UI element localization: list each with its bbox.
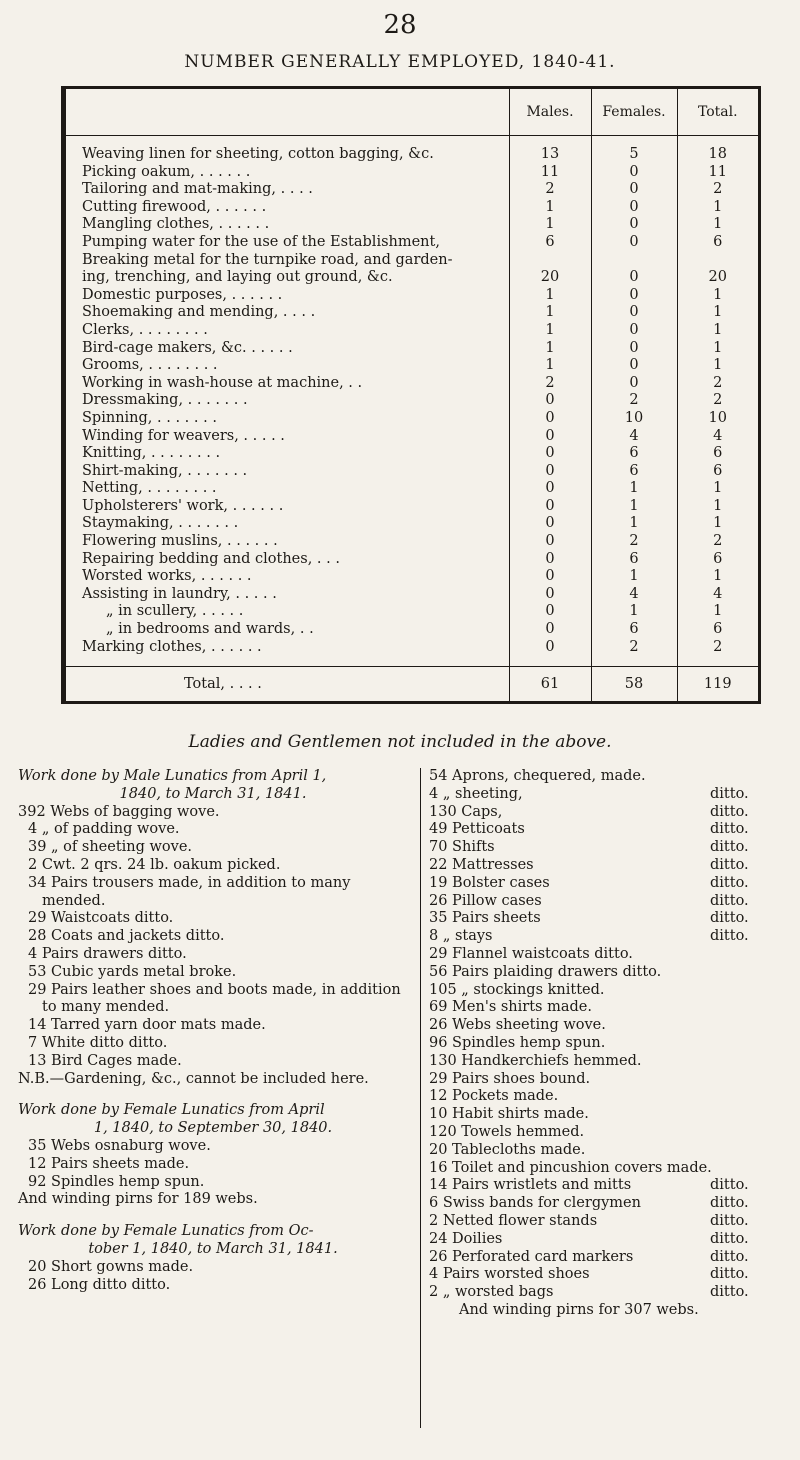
item-ditto: ditto. [710,1230,749,1247]
row-total: 6 [677,463,758,481]
item-ditto: ditto. [710,1284,749,1301]
table-row [66,340,758,358]
list-item: 392 Webs of bagging wove. [18,803,220,820]
page-number: 28 [383,10,417,40]
row-males: 0 [509,428,591,446]
row-total: 4 [677,586,758,604]
row-males: 0 [509,568,591,586]
item-ditto: ditto. [710,803,749,820]
list-item: 29 Pairs leather shoes and boots made, in addition to many mended. [28,981,401,1016]
item-text: 12 Pockets made. [429,1088,559,1105]
list-item [429,1088,792,1106]
work-section [18,1223,408,1294]
row-males: 1 [509,287,591,305]
table-row [66,164,758,182]
row-label: Bird-cage makers, &c. . . . . . [82,339,293,356]
spacer-row [66,656,758,667]
row-label: Mangling clothes, . . . . . . [82,216,270,233]
item-ditto: ditto. [710,910,749,927]
row-label: Picking oakum, . . . . . . [82,163,251,180]
spacer-row [66,136,758,147]
section-title-line: 1840, to March 31, 1841. [119,785,307,802]
row-females: 1 [591,480,677,498]
row-males: 0 [509,586,591,604]
list-item [429,1124,792,1142]
row-label: Assisting in laundry, . . . . . [82,585,277,602]
row-males: 0 [509,392,591,410]
list-item [429,964,792,982]
list-item [429,1266,792,1284]
table-row [66,375,758,393]
table-row [66,603,758,621]
table-row [66,498,758,516]
row-males: 0 [509,463,591,481]
row-males: 0 [509,410,591,428]
item-ditto: ditto. [710,1248,749,1265]
list-item: 35 Webs osnaburg wove. [28,1137,211,1154]
list-item [429,875,792,893]
list-item [429,1053,792,1071]
table-row [66,568,758,586]
row-total: 1 [677,216,758,234]
item-text: 10 Habit shirts made. [429,1106,589,1123]
item-text: 29 Flannel waistcoats ditto. [429,945,633,962]
row-males: 1 [509,199,591,217]
row-males: 0 [509,603,591,621]
row-males: 1 [509,357,591,375]
list-item: 20 Short gowns made. [28,1258,194,1275]
list-item: 34 Pairs trousers made, in addition to many mended. [28,874,351,909]
row-males: 6 [509,234,591,252]
row-males: 1 [509,216,591,234]
row-females: 2 [591,392,677,410]
total-label: Total, . . . . [66,667,509,704]
row-total: 2 [677,181,758,199]
table-row [66,515,758,533]
row-males: 1 [509,340,591,358]
item-ditto: ditto. [710,1212,749,1229]
list-item [429,857,792,875]
row-total: 6 [677,234,758,252]
item-text: 49 Petticoats [429,821,525,838]
row-label: „ in scullery, . . . . . [106,603,244,620]
row-label: Pumping water for the use of the Establishment, [82,233,440,250]
row-label: Knitting, . . . . . . . . [82,445,221,462]
item-text: 26 Pillow cases [429,892,542,909]
item-ditto: ditto. [710,928,749,945]
list-item: 13 Bird Cages made. [28,1052,182,1069]
row-total: 1 [677,480,758,498]
list-item [429,1071,792,1089]
table-row [66,480,758,498]
row-total: 20 [677,269,758,287]
list-item [429,786,792,804]
list-item [429,1284,792,1302]
table-row [66,445,758,463]
list-item: 14 Tarred yarn door mats made. [28,1017,266,1034]
list-item: 53 Cubic yards metal broke. [28,963,237,980]
list-item [429,1035,792,1053]
row-females: 0 [591,199,677,217]
row-total: 1 [677,304,758,322]
row-label: Breaking metal for the turnpike road, and garden- [82,251,453,268]
employment-table [61,86,761,704]
item-ditto: ditto. [710,874,749,891]
list-item: And winding pirns for 189 webs. [18,1191,258,1208]
row-females: 2 [591,639,677,657]
row-label: Cutting firewood, . . . . . . [82,198,267,215]
row-males: 0 [509,515,591,533]
total-all: 119 [677,667,758,704]
list-item [429,1302,792,1320]
row-males: 0 [509,621,591,639]
row-males [509,252,591,270]
item-text: 105 „ stockings knitted. [429,981,605,998]
table-row [66,410,758,428]
item-text: And winding pirns for 307 webs. [459,1301,699,1318]
row-females: 6 [591,621,677,639]
list-item [429,928,792,946]
table-row [66,252,758,270]
row-females: 1 [591,603,677,621]
table-row [66,586,758,604]
table-body [66,136,758,667]
row-females: 6 [591,445,677,463]
item-text: 54 Aprons, chequered, made. [429,768,646,784]
list-item [429,839,792,857]
list-item: 39 „ of sheeting wove. [28,839,193,856]
item-text: 16 Toilet and pincushion covers made. [429,1159,712,1176]
list-item [429,910,792,928]
row-total: 1 [677,322,758,340]
list-item: 26 Long ditto ditto. [28,1276,171,1293]
row-females: 0 [591,304,677,322]
table-row [66,533,758,551]
item-text: 56 Pairs plaiding drawers ditto. [429,963,662,980]
row-label: Grooms, . . . . . . . . [82,357,218,374]
total-males: 61 [509,667,591,704]
table-header-row [66,89,758,136]
item-text: 96 Spindles hemp spun. [429,1034,606,1051]
item-text: 8 „ stays [429,928,493,945]
row-total: 6 [677,621,758,639]
list-item [429,982,792,1000]
total-row [66,667,758,704]
item-text: 24 Doilies [429,1230,503,1247]
section-title-line: Work done by Male Lunatics from April 1, [18,768,327,784]
item-text: 35 Pairs sheets [429,910,541,927]
list-item [429,1231,792,1249]
row-label: Domestic purposes, . . . . . . [82,286,283,303]
list-item [429,821,792,839]
item-text: 70 Shifts [429,839,495,856]
item-ditto: ditto. [710,821,749,838]
row-females: 0 [591,357,677,375]
row-total: 2 [677,392,758,410]
section-title [18,1102,408,1138]
item-ditto: ditto. [710,892,749,909]
table-row [66,234,758,252]
left-column [18,768,408,1308]
total-females: 58 [591,667,677,704]
table-row [66,551,758,569]
row-males: 2 [509,375,591,393]
item-ditto: ditto. [710,1195,749,1212]
row-females: 2 [591,533,677,551]
list-item [429,804,792,822]
row-total: 2 [677,533,758,551]
item-text: 22 Mattresses [429,856,534,873]
item-ditto: ditto. [710,856,749,873]
table-row [66,621,758,639]
item-text: 69 Men's shirts made. [429,999,592,1016]
item-text: 14 Pairs wristlets and mitts [429,1177,632,1194]
row-females: 0 [591,287,677,305]
row-females: 4 [591,586,677,604]
item-text: 20 Tablecloths made. [429,1141,586,1158]
row-females: 1 [591,568,677,586]
row-label: Winding for weavers, . . . . . [82,427,285,444]
row-label: Shoemaking and mending, . . . . [82,304,316,321]
row-females: 4 [591,428,677,446]
row-females: 0 [591,269,677,287]
row-label: Netting, . . . . . . . . [82,480,217,497]
list-item [429,1106,792,1124]
row-males: 0 [509,498,591,516]
list-item: 2 Cwt. 2 qrs. 24 lb. oakum picked. [28,856,281,873]
row-total: 1 [677,340,758,358]
row-total: 2 [677,639,758,657]
list-item [429,1017,792,1035]
table-row [66,304,758,322]
item-text: 19 Bolster cases [429,874,550,891]
list-item [429,1177,792,1195]
row-label: Worsted works, . . . . . . [82,568,252,585]
list-item [429,768,792,786]
row-total: 1 [677,199,758,217]
list-item [429,999,792,1017]
list-item: 12 Pairs sheets made. [28,1155,190,1172]
row-label: Shirt-making, . . . . . . . [82,462,248,479]
row-males: 1 [509,322,591,340]
table-row [66,463,758,481]
row-label: ing, trenching, and laying out ground, &c. [82,269,393,286]
row-total [677,252,758,270]
item-text: 6 Swiss bands for clergymen [429,1195,641,1212]
item-text: 4 Pairs worsted shoes [429,1266,590,1283]
row-males: 1 [509,304,591,322]
section-title [18,768,408,804]
row-total: 4 [677,428,758,446]
row-label: Clerks, . . . . . . . . [82,321,208,338]
section-title-line: tober 1, 1840, to March 31, 1841. [88,1240,338,1257]
header-males: Males. [509,89,591,136]
section-title-line: Work done by Female Lunatics from Oc- [18,1223,314,1240]
row-females: 6 [591,463,677,481]
item-text: 2 Netted flower stands [429,1212,598,1229]
row-total: 6 [677,445,758,463]
row-label: Weaving linen for sheeting, cotton bagging, &c. [82,146,434,162]
list-item [429,1213,792,1231]
work-section [18,768,408,1088]
row-males: 0 [509,639,591,657]
section-title-line: Work done by Female Lunatics from April [18,1102,325,1119]
list-item: 28 Coats and jackets ditto. [28,928,225,945]
row-males: 20 [509,269,591,287]
row-label: Tailoring and mat-making, . . . . [82,181,313,198]
employment-table-grid [66,89,758,703]
row-males: 0 [509,480,591,498]
list-item: 29 Waistcoats ditto. [28,910,174,927]
row-total: 1 [677,568,758,586]
list-item [429,1160,792,1178]
item-text: 26 Perforated card markers [429,1248,634,1265]
row-females: 0 [591,340,677,358]
row-males: 2 [509,181,591,199]
table-row [66,287,758,305]
row-females: 0 [591,322,677,340]
row-females: 5 [591,146,677,164]
table-row [66,428,758,446]
row-total: 2 [677,375,758,393]
table-row [66,199,758,217]
row-label: Flowering muslins, . . . . . . [82,533,278,550]
item-text: 120 Towels hemmed. [429,1123,585,1140]
item-text: 4 „ sheeting, [429,785,523,802]
right-column [420,768,792,1428]
item-ditto: ditto. [710,1177,749,1194]
row-males: 13 [509,146,591,164]
item-ditto: ditto. [710,1266,749,1283]
list-item [429,1142,792,1160]
row-females: 1 [591,515,677,533]
row-females: 0 [591,234,677,252]
row-total: 1 [677,515,758,533]
table-row [66,216,758,234]
table-row [66,322,758,340]
list-item [429,946,792,964]
list-item: 92 Spindles hemp spun. [28,1173,205,1190]
row-total: 10 [677,410,758,428]
row-males: 0 [509,445,591,463]
row-females: 10 [591,410,677,428]
header-females: Females. [591,89,677,136]
list-item: 4 Pairs drawers ditto. [28,945,187,962]
item-text: 2 „ worsted bags [429,1284,554,1301]
row-label: Working in wash-house at machine, . . [82,374,363,391]
table-row [66,146,758,164]
row-total: 1 [677,603,758,621]
row-females [591,252,677,270]
row-label: „ in bedrooms and wards, . . [106,621,314,638]
item-ditto: ditto. [710,785,749,802]
item-text: 26 Webs sheeting wove. [429,1017,606,1034]
row-females: 0 [591,216,677,234]
list-item [429,1195,792,1213]
row-label: Spinning, . . . . . . . [82,409,217,426]
row-label: Dressmaking, . . . . . . . [82,392,248,409]
row-label: Repairing bedding and clothes, . . . [82,550,340,567]
row-total: 1 [677,287,758,305]
list-item [429,893,792,911]
row-females: 0 [591,375,677,393]
item-text: 29 Pairs shoes bound. [429,1070,591,1087]
section-title [18,1223,408,1259]
row-total: 18 [677,146,758,164]
table-row [66,639,758,657]
row-total: 11 [677,164,758,182]
table-row [66,269,758,287]
item-text: 130 Handkerchiefs hemmed. [429,1052,642,1069]
row-females: 0 [591,164,677,182]
list-item [429,1249,792,1267]
row-females: 1 [591,498,677,516]
table-row [66,392,758,410]
row-females: 6 [591,551,677,569]
row-label: Staymaking, . . . . . . . [82,515,239,532]
row-males: 0 [509,551,591,569]
list-item: 4 „ of padding wove. [28,821,180,838]
row-females: 0 [591,181,677,199]
table-row [66,181,758,199]
table-row [66,357,758,375]
item-ditto: ditto. [710,839,749,856]
row-label: Upholsterers' work, . . . . . . [82,497,284,514]
page-heading: NUMBER GENERALLY EMPLOYED, 1840-41. [184,52,616,72]
work-section [18,1102,408,1209]
item-text: 130 Caps, [429,803,503,820]
list-item: 7 White ditto ditto. [28,1034,168,1051]
header-total: Total. [677,89,758,136]
row-total: 6 [677,551,758,569]
list-item: N.B.—Gardening, &c., cannot be included here. [18,1070,369,1087]
header-blank [66,89,509,136]
row-label: Marking clothes, . . . . . . [82,638,262,655]
row-males: 0 [509,533,591,551]
section-title-line: 1, 1840, to September 30, 1840. [93,1120,333,1137]
row-males: 11 [509,164,591,182]
row-total: 1 [677,498,758,516]
table-caption: Ladies and Gentlemen not included in the above. [188,732,612,752]
row-total: 1 [677,357,758,375]
